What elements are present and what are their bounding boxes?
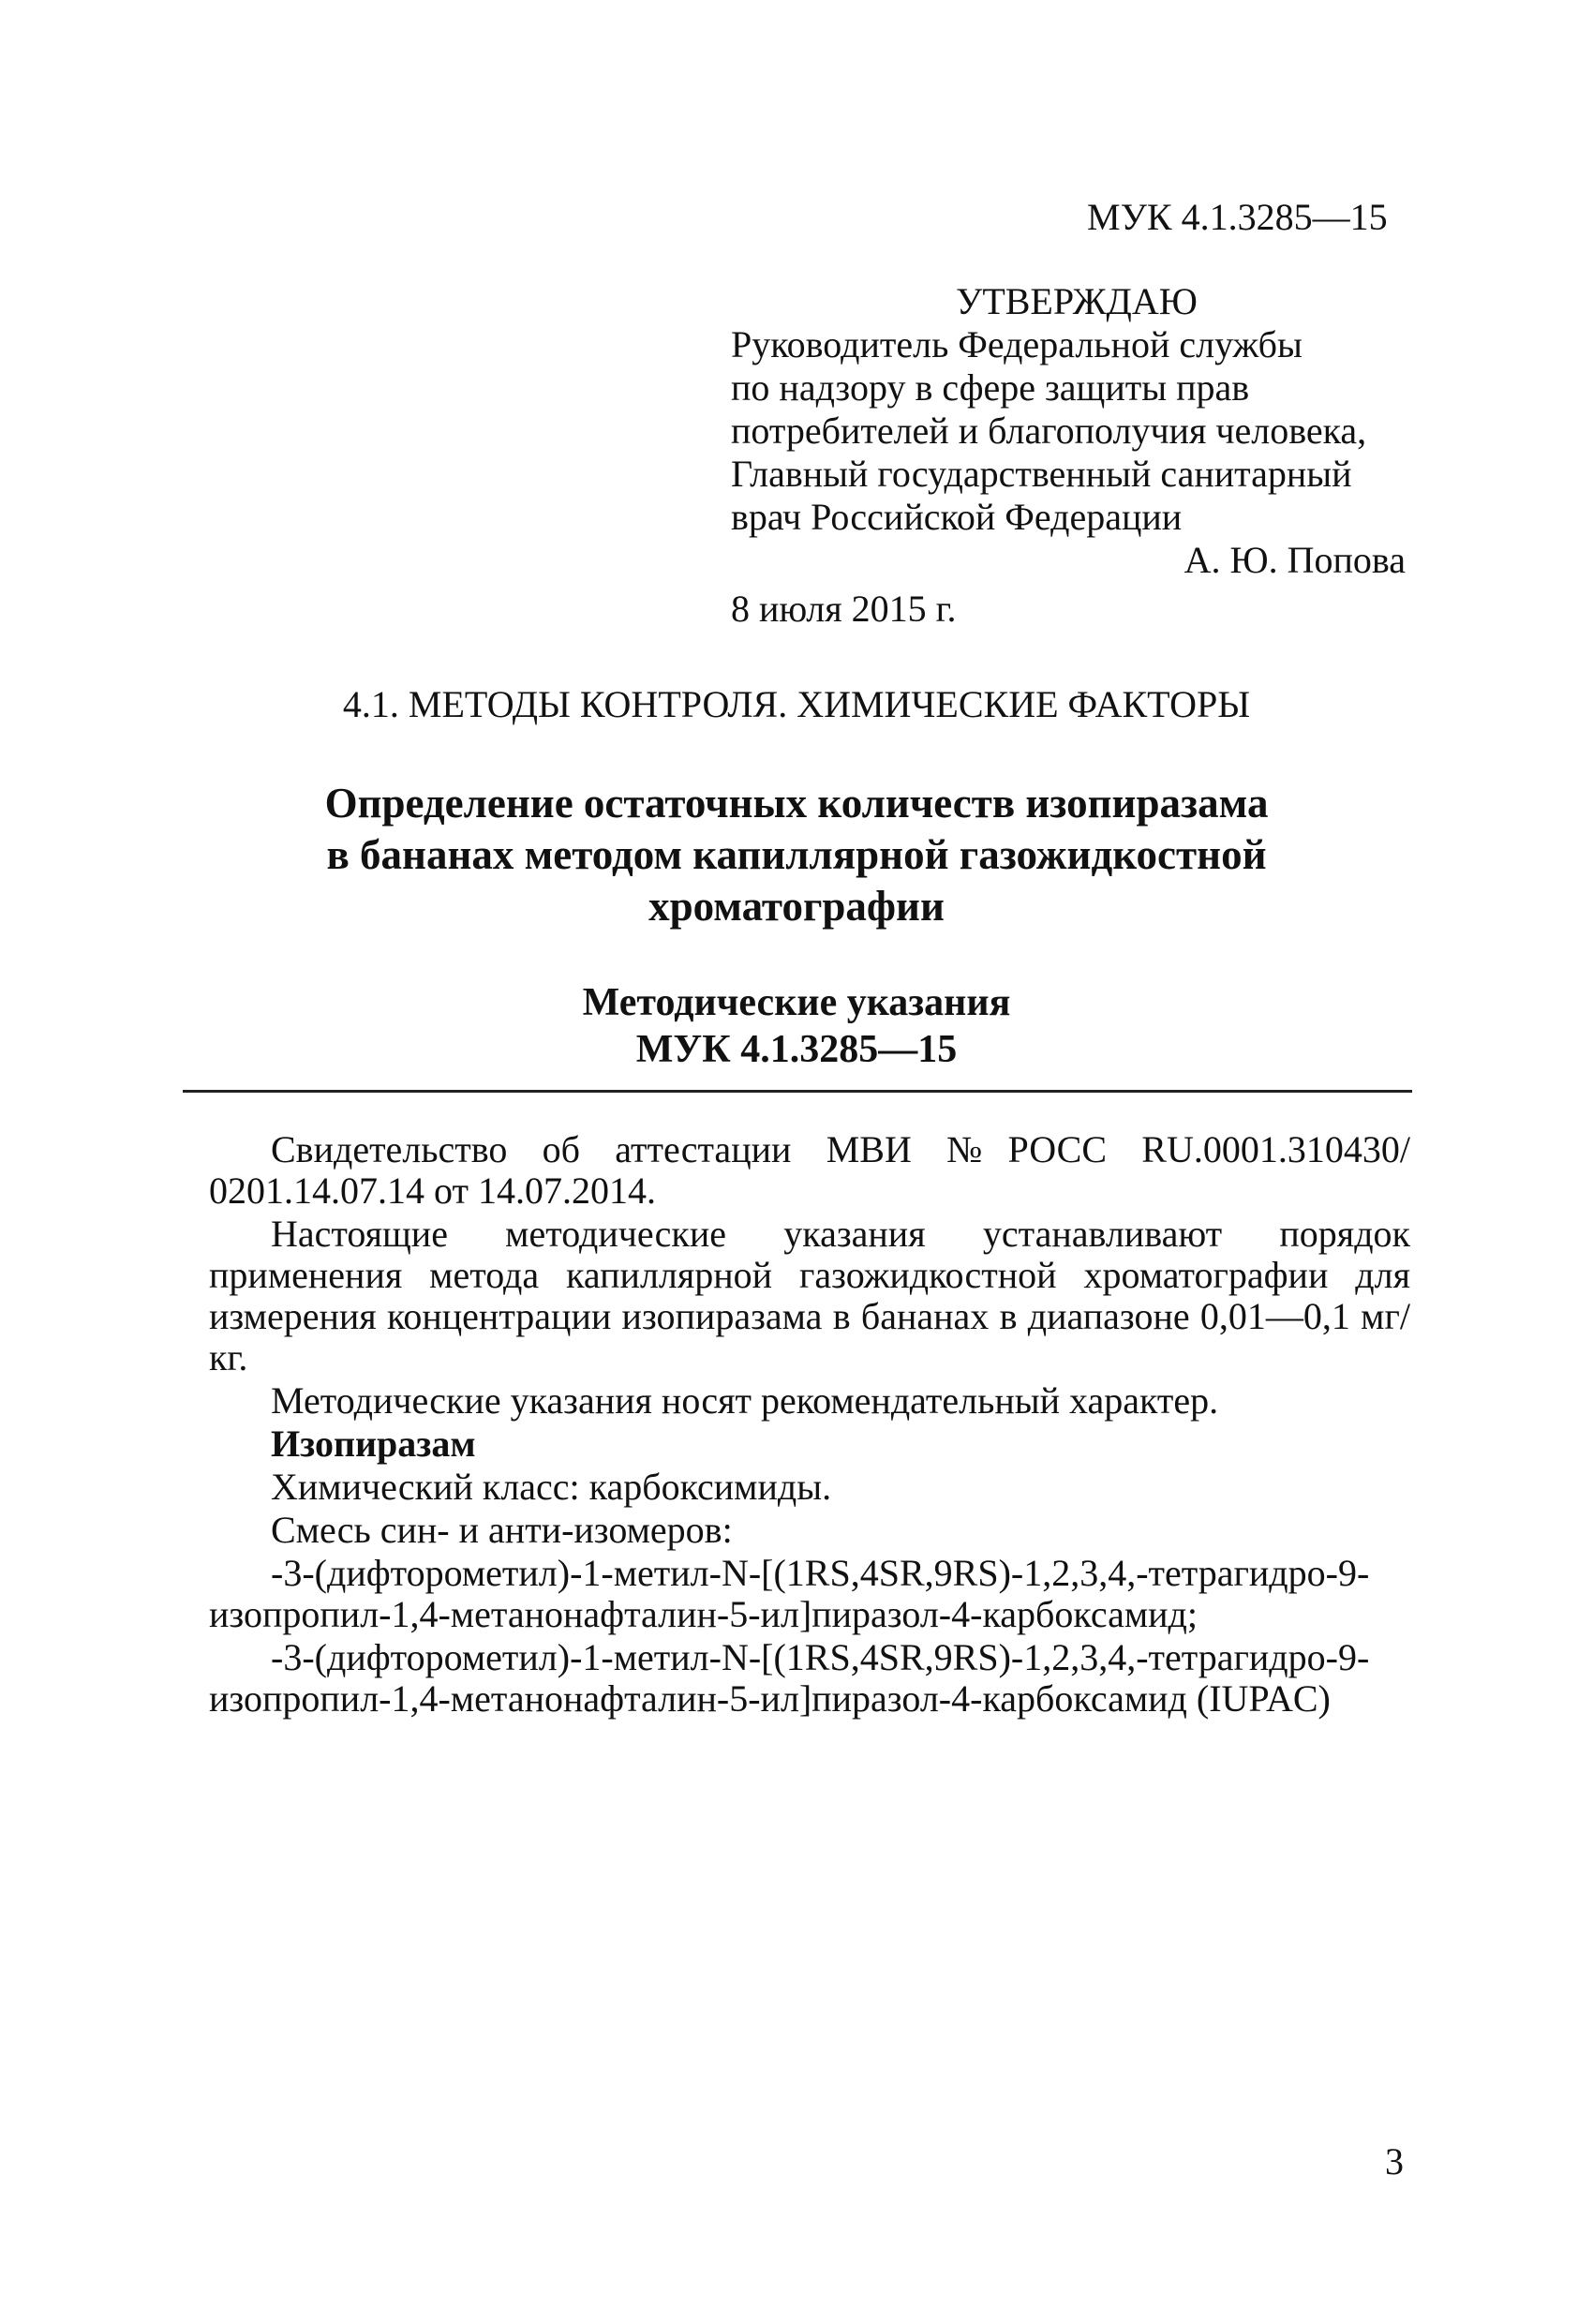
approval-date: 8 июля 2015 г.: [731, 588, 957, 630]
guidelines-code: МУК 4.1.3285—15: [635, 1028, 958, 1071]
isomer-name: -3-(дифторометил)-1-метил-N-[(1RS,4SR,9RS)-1,2,3,4,-тетрагидро-9-изопропил-1,4-метанонафталин-5-ил]пиразол-4-карбоксамид (IUPAC): [209, 1636, 1370, 1720]
isomer-name: -3-(дифторометил)-1-метил-N-[(1RS,4SR,9RS)-1,2,3,4,-тетрагидро-9-изопропил-1,4-метанонафталин-5-ил]пиразол-4-карбоксамид;: [209, 1552, 1370, 1635]
approval-line: Руководитель Федеральной службы: [731, 323, 1303, 365]
substance-heading: Изопиразам: [271, 1423, 476, 1465]
approval-line: потребителей и благополучия человека,: [731, 410, 1367, 452]
approval-block: [731, 281, 1424, 656]
isomer-mixture-label: Смесь син- и анти-изомеров:: [271, 1509, 733, 1551]
guidelines-heading: [0, 979, 1593, 1073]
document-title-line: хроматографии: [648, 883, 945, 930]
document-title-line: Определение остаточных количеств изопиразама: [324, 780, 1269, 827]
advisory-paragraph: Методические указания носят рекомендательный характер.: [271, 1379, 1219, 1422]
section-title: 4.1. МЕТОДЫ КОНТРОЛЯ. ХИМИЧЕСКИЕ ФАКТОРЫ: [342, 683, 1251, 725]
approval-heading: УТВЕРЖДАЮ: [956, 280, 1198, 322]
approval-signer: А. Ю. Попова: [1184, 539, 1406, 581]
guidelines-label: Методические указания: [582, 981, 1011, 1024]
approval-line: по надзору в сфере защиты прав: [731, 366, 1250, 409]
chemical-class: Химический класс: карбоксимиды.: [271, 1466, 832, 1508]
approval-line: врач Российской Федерации: [731, 496, 1183, 538]
certificate-paragraph: Свидетельство об аттестации МВИ №РОСС RU.0001.310430/ 0201.14.07.14 от 14.07.2014.: [209, 1128, 1410, 1212]
document-body: [209, 1129, 1410, 1721]
document-title-line: в бананах методом капиллярной газожидкостной: [326, 831, 1267, 878]
approval-line: Главный государственный санитарный: [731, 453, 1352, 495]
scope-paragraph: Настоящие методические указания устанавливают порядок применения метода капиллярной газожидкостной хроматографии для измерения концентрации изопиразама в бананах в диапазоне 0,01—0,1 мг/кг.: [209, 1213, 1410, 1378]
title-divider: [183, 1090, 1412, 1093]
document-title: [0, 778, 1593, 932]
document-code-header: МУК 4.1.3285—15: [1087, 196, 1388, 238]
page-number: 3: [1385, 2140, 1404, 2182]
